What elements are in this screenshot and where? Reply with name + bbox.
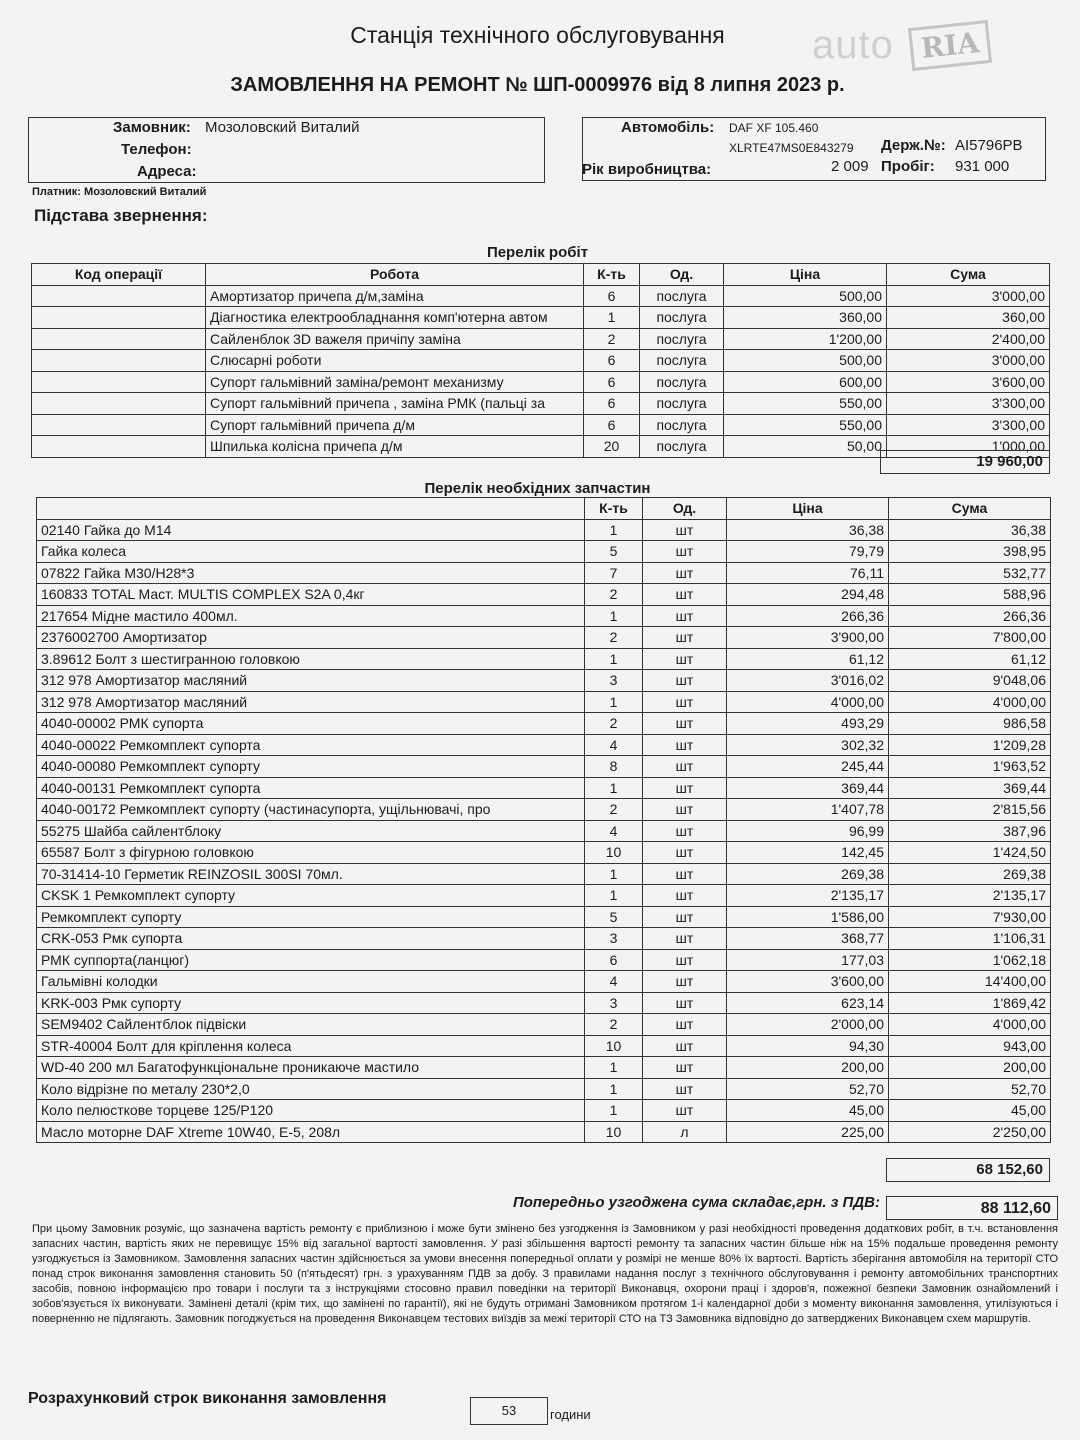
work-qty: 6 — [584, 414, 640, 436]
part-price: 269,38 — [727, 863, 889, 885]
work-qty: 6 — [584, 350, 640, 372]
part-price: 1'586,00 — [727, 906, 889, 928]
work-name: Супорт гальмівний причепа , заміна РМК (пальці за — [206, 393, 584, 415]
part-qty: 3 — [585, 928, 643, 950]
part-sum: 943,00 — [889, 1035, 1051, 1057]
part-sum: 588,96 — [889, 584, 1051, 606]
work-code — [32, 307, 206, 329]
part-sum: 1'209,28 — [889, 734, 1051, 756]
part-name: KRK-003 Рмк супорту — [37, 992, 585, 1014]
work-name: Сайленблок 3D важеля причіпу заміна — [206, 328, 584, 350]
part-price: 76,11 — [727, 562, 889, 584]
part-unit: шт — [643, 863, 727, 885]
part-unit: шт — [643, 756, 727, 778]
parts-row — [37, 756, 1051, 778]
works-header-row — [32, 264, 1050, 286]
part-sum: 1'106,31 — [889, 928, 1051, 950]
part-price: 96,99 — [727, 820, 889, 842]
part-qty: 2 — [585, 584, 643, 606]
grand-total-value: 88 112,60 — [886, 1196, 1058, 1220]
work-qty: 6 — [584, 393, 640, 415]
part-qty: 2 — [585, 1014, 643, 1036]
parts-row — [37, 541, 1051, 563]
work-sum: 1'000,00 — [887, 436, 1050, 458]
customer-box — [28, 117, 545, 183]
vin-value: XLRTE47MS0E843279 — [729, 141, 854, 155]
deadline-hours: 53 — [470, 1397, 548, 1425]
part-qty: 1 — [585, 1057, 643, 1079]
work-unit: послуга — [640, 285, 724, 307]
part-qty: 2 — [585, 627, 643, 649]
part-name: 4040-00002 РМК супорта — [37, 713, 585, 735]
work-sum: 360,00 — [887, 307, 1050, 329]
part-name: 3.89612 Болт з шестигранною головкою — [37, 648, 585, 670]
part-qty: 6 — [585, 949, 643, 971]
work-unit: послуга — [640, 414, 724, 436]
part-sum: 4'000,00 — [889, 1014, 1051, 1036]
car-value: DAF XF 105.460 — [729, 121, 819, 135]
part-qty: 4 — [585, 734, 643, 756]
part-qty: 1 — [585, 605, 643, 627]
part-sum: 7'930,00 — [889, 906, 1051, 928]
work-code — [32, 414, 206, 436]
work-code — [32, 328, 206, 350]
part-sum: 266,36 — [889, 605, 1051, 627]
part-price: 294,48 — [727, 584, 889, 606]
part-qty: 4 — [585, 971, 643, 993]
work-price: 50,00 — [724, 436, 887, 458]
works-row — [32, 285, 1050, 307]
part-sum: 61,12 — [889, 648, 1051, 670]
part-qty: 1 — [585, 691, 643, 713]
work-unit: послуга — [640, 393, 724, 415]
part-qty: 5 — [585, 541, 643, 563]
work-unit: послуга — [640, 307, 724, 329]
part-name: 65587 Болт з фігурною головкою — [37, 842, 585, 864]
parts-row — [37, 863, 1051, 885]
part-sum: 2'250,00 — [889, 1121, 1051, 1143]
col-header-sum: Сума — [887, 264, 1050, 286]
part-unit: шт — [643, 605, 727, 627]
part-qty: 1 — [585, 863, 643, 885]
part-sum: 1'869,42 — [889, 992, 1051, 1014]
parts-table — [36, 497, 1051, 1143]
parts-row — [37, 906, 1051, 928]
parts-row — [37, 885, 1051, 907]
parts-row — [37, 1057, 1051, 1079]
works-table — [31, 263, 1050, 458]
part-qty: 1 — [585, 519, 643, 541]
part-name: Коло відрізне по металу 230*2,0 — [37, 1078, 585, 1100]
work-code — [32, 350, 206, 372]
part-qty: 8 — [585, 756, 643, 778]
part-name: Гайка колеса — [37, 541, 585, 563]
part-name: 4040-00172 Ремкомплект супорту (частинасупорта, ущільнювачі, про — [37, 799, 585, 821]
part-name: 55275 Шайба сайлентблоку — [37, 820, 585, 842]
part-sum: 1'424,50 — [889, 842, 1051, 864]
works-row — [32, 328, 1050, 350]
part-qty: 4 — [585, 820, 643, 842]
part-price: 3'600,00 — [727, 971, 889, 993]
part-qty: 3 — [585, 670, 643, 692]
part-price: 302,32 — [727, 734, 889, 756]
watermark-text-auto: auto — [812, 22, 894, 67]
parts-title: Перелік необхідних запчастин — [424, 480, 651, 497]
work-qty: 1 — [584, 307, 640, 329]
part-name: 2376002700 Амортизатор — [37, 627, 585, 649]
part-qty: 1 — [585, 885, 643, 907]
deadline-label: Розрахунковий строк виконання замовлення — [28, 1390, 387, 1407]
parts-row — [37, 971, 1051, 993]
part-price: 177,03 — [727, 949, 889, 971]
part-unit: шт — [643, 1014, 727, 1036]
parts-row — [37, 627, 1051, 649]
parts-row — [37, 1035, 1051, 1057]
parts-row — [37, 992, 1051, 1014]
part-sum: 1'062,18 — [889, 949, 1051, 971]
work-price: 600,00 — [724, 371, 887, 393]
part-unit: шт — [643, 777, 727, 799]
part-sum: 7'800,00 — [889, 627, 1051, 649]
part-name: 312 978 Амортизатор масляний — [37, 670, 585, 692]
part-unit: шт — [643, 627, 727, 649]
part-qty: 3 — [585, 992, 643, 1014]
part-unit: шт — [643, 1100, 727, 1122]
part-qty: 2 — [585, 799, 643, 821]
part-unit: шт — [643, 799, 727, 821]
parts-row — [37, 1121, 1051, 1143]
part-name: Масло моторне DAF Xtreme 10W40, E-5, 208л — [37, 1121, 585, 1143]
parts-row — [37, 713, 1051, 735]
part-price: 493,29 — [727, 713, 889, 735]
part-name: 217654 Мідне мастило 400мл. — [37, 605, 585, 627]
part-unit: шт — [643, 992, 727, 1014]
part-price: 45,00 — [727, 1100, 889, 1122]
part-qty: 1 — [585, 648, 643, 670]
work-name: Амортизатор причепа д/м,заміна — [206, 285, 584, 307]
work-code — [32, 393, 206, 415]
part-sum: 45,00 — [889, 1100, 1051, 1122]
part-sum: 269,38 — [889, 863, 1051, 885]
part-unit: шт — [643, 691, 727, 713]
part-price: 200,00 — [727, 1057, 889, 1079]
work-price: 550,00 — [724, 393, 887, 415]
grand-total-label: Попередньо узгоджена сума складає,грн. з ПДВ: — [512, 1194, 880, 1211]
work-code — [32, 285, 206, 307]
work-sum: 3'300,00 — [887, 393, 1050, 415]
col-header-qty: К-ть — [585, 498, 643, 520]
part-price: 79,79 — [727, 541, 889, 563]
col-header-work: Робота — [206, 264, 584, 286]
part-sum: 398,95 — [889, 541, 1051, 563]
parts-row — [37, 584, 1051, 606]
work-name: Супорт гальмівний причепа д/м — [206, 414, 584, 436]
station-title: Станція технічного обслуговування — [350, 22, 725, 48]
work-sum: 3'300,00 — [887, 414, 1050, 436]
works-title: Перелік робіт — [486, 244, 589, 261]
customer-label: Замовник: — [113, 119, 191, 136]
part-price: 623,14 — [727, 992, 889, 1014]
part-price: 4'000,00 — [727, 691, 889, 713]
parts-row — [37, 1100, 1051, 1122]
parts-row — [37, 949, 1051, 971]
parts-row — [37, 519, 1051, 541]
basis-label: Підстава звернення: — [34, 206, 208, 225]
parts-row — [37, 820, 1051, 842]
work-price: 500,00 — [724, 350, 887, 372]
work-qty: 6 — [584, 285, 640, 307]
work-price: 550,00 — [724, 414, 887, 436]
part-unit: шт — [643, 949, 727, 971]
work-qty: 2 — [584, 328, 640, 350]
part-price: 2'000,00 — [727, 1014, 889, 1036]
parts-row — [37, 562, 1051, 584]
part-price: 142,45 — [727, 842, 889, 864]
work-price: 360,00 — [724, 307, 887, 329]
part-sum: 986,58 — [889, 713, 1051, 735]
part-name: SEM9402 Сайлентблок підвіски — [37, 1014, 585, 1036]
customer-value: Мозоловский Виталий — [205, 119, 360, 136]
works-row — [32, 350, 1050, 372]
col-header-price: Ціна — [727, 498, 889, 520]
part-name: 07822 Гайка М30/Н28*3 — [37, 562, 585, 584]
parts-total: 68 152,60 — [886, 1158, 1050, 1182]
part-qty: 10 — [585, 1035, 643, 1057]
part-sum: 2'815,56 — [889, 799, 1051, 821]
col-header-part — [37, 498, 585, 520]
part-name: 02140 Гайка до М14 — [37, 519, 585, 541]
part-qty: 7 — [585, 562, 643, 584]
col-header-price: Ціна — [724, 264, 887, 286]
part-sum: 4'000,00 — [889, 691, 1051, 713]
part-qty: 1 — [585, 1100, 643, 1122]
part-price: 3'016,02 — [727, 670, 889, 692]
works-total: 19 960,00 — [880, 450, 1050, 474]
parts-row — [37, 928, 1051, 950]
works-row — [32, 393, 1050, 415]
part-price: 61,12 — [727, 648, 889, 670]
works-row — [32, 371, 1050, 393]
part-unit: шт — [643, 541, 727, 563]
part-unit: шт — [643, 842, 727, 864]
part-sum: 2'135,17 — [889, 885, 1051, 907]
part-sum: 532,77 — [889, 562, 1051, 584]
part-name: Гальмівні колодки — [37, 971, 585, 993]
part-sum: 200,00 — [889, 1057, 1051, 1079]
parts-row — [37, 648, 1051, 670]
mileage-label: Пробіг: — [881, 158, 935, 175]
parts-row — [37, 734, 1051, 756]
part-unit: шт — [643, 971, 727, 993]
part-name: 4040-00022 Ремкомплект супорта — [37, 734, 585, 756]
payer-line: Платник: Мозоловский Виталий — [32, 186, 207, 198]
part-sum: 52,70 — [889, 1078, 1051, 1100]
part-unit: шт — [643, 734, 727, 756]
part-qty: 2 — [585, 713, 643, 735]
part-sum: 387,96 — [889, 820, 1051, 842]
address-label: Адреса: — [137, 163, 197, 180]
part-price: 52,70 — [727, 1078, 889, 1100]
col-header-code: Код операції — [32, 264, 206, 286]
deadline-unit: години — [550, 1407, 591, 1422]
part-qty: 1 — [585, 777, 643, 799]
part-name: РМК суппорта(ланцюг) — [37, 949, 585, 971]
work-sum: 3'600,00 — [887, 371, 1050, 393]
part-unit: шт — [643, 1078, 727, 1100]
part-unit: шт — [643, 1057, 727, 1079]
work-code — [32, 436, 206, 458]
col-header-sum: Сума — [889, 498, 1051, 520]
works-row — [32, 414, 1050, 436]
parts-header-row — [37, 498, 1051, 520]
part-unit: шт — [643, 906, 727, 928]
plate-value: AI5796PB — [955, 137, 1023, 154]
part-unit: шт — [643, 928, 727, 950]
terms-text: При цьому Замовник розуміє, що зазначена вартість ремонту є приблизною і може бути змінено без узгодження із Замовником у разі необхідності проведення додаткових робіт, в т.ч. встановлення запасних частин, вартість яких не перевищує 15% від загальної вартості замовлення. У разі збільшення вартості ремонту та запасних частин більше ніж на 15% подальше проведення ремонту узгоджується із Замовником. Замовлення запасних частин здійснюється за умови внесення попередньої оплати у розмірі не менше 80% їх вартості. Вартість зберігання автомобіля на території СТО понад строк виконання замовлення становить 50 (п'ятьдесят) грн. з урахуванням ПДВ за добу. З правилами надання послуг з технічного обслуговування і ремонту автомобільних транспортних засобів, повною інформацією про товари і послуги та з інструкціями стосовно правил поведінки на території Виконавця, охорони праці і здоров'я, пожежної безпеки Замовник ознайомлений і зобов'язується їх виконувати. Замінені деталі (крім тих, що замінені по гарантії), які не будуть отримані Замовником протягом 1-і календарної доби з моменту виконання замовлення, утилізуються і поверненню не підлягають. Замовник погоджується на проведення Виконавцем тестових виїздів за межі території СТО на ТЗ Замовника відповідно до затверджених Виконавцем схем маршрутів. — [32, 1223, 1058, 1325]
parts-row — [37, 799, 1051, 821]
part-name: 4040-00080 Ремкомплект супорту — [37, 756, 585, 778]
part-name: WD-40 200 мл Багатофункціональне проникаюче мастило — [37, 1057, 585, 1079]
part-name: CKSK 1 Ремкомплект супорту — [37, 885, 585, 907]
work-name: Супорт гальмівний заміна/ремонт механизму — [206, 371, 584, 393]
part-name: 4040-00131 Ремкомплект супорта — [37, 777, 585, 799]
work-sum: 3'000,00 — [887, 350, 1050, 372]
work-price: 500,00 — [724, 285, 887, 307]
work-qty: 6 — [584, 371, 640, 393]
part-sum: 14'400,00 — [889, 971, 1051, 993]
parts-row — [37, 1014, 1051, 1036]
part-qty: 1 — [585, 1078, 643, 1100]
part-sum: 36,38 — [889, 519, 1051, 541]
part-sum: 1'963,52 — [889, 756, 1051, 778]
part-unit: шт — [643, 584, 727, 606]
part-qty: 5 — [585, 906, 643, 928]
part-sum: 9'048,06 — [889, 670, 1051, 692]
part-name: Ремкомплект супорту — [37, 906, 585, 928]
part-unit: шт — [643, 1035, 727, 1057]
work-sum: 2'400,00 — [887, 328, 1050, 350]
mileage-value: 931 000 — [955, 158, 1010, 175]
part-unit: шт — [643, 562, 727, 584]
vehicle-box — [582, 117, 1046, 181]
col-header-unit: Од. — [640, 264, 724, 286]
work-unit: послуга — [640, 371, 724, 393]
work-unit: послуга — [640, 328, 724, 350]
part-price: 369,44 — [727, 777, 889, 799]
part-price: 1'407,78 — [727, 799, 889, 821]
work-code — [32, 371, 206, 393]
part-price: 225,00 — [727, 1121, 889, 1143]
part-price: 368,77 — [727, 928, 889, 950]
order-title: ЗАМОВЛЕННЯ НА РЕМОНТ № ШП-0009976 від 8 липня 2023 р. — [230, 74, 845, 96]
part-unit: шт — [643, 648, 727, 670]
col-header-qty: К-ть — [584, 264, 640, 286]
parts-row — [37, 605, 1051, 627]
part-price: 36,38 — [727, 519, 889, 541]
parts-row — [37, 842, 1051, 864]
parts-row — [37, 670, 1051, 692]
part-price: 94,30 — [727, 1035, 889, 1057]
part-price: 3'900,00 — [727, 627, 889, 649]
part-name: 70-31414-10 Герметик REINZOSIL 300SI 70мл. — [37, 863, 585, 885]
part-name: CRK-053 Рмк супорта — [37, 928, 585, 950]
work-price: 1'200,00 — [724, 328, 887, 350]
part-name: 160833 TOTAL Маст. MULTIS COMPLEX S2A 0,4кг — [37, 584, 585, 606]
work-name: Діагностика електрообладнання комп'ютерна автом — [206, 307, 584, 329]
parts-row — [37, 777, 1051, 799]
work-unit: послуга — [640, 350, 724, 372]
part-sum: 369,44 — [889, 777, 1051, 799]
part-unit: шт — [643, 519, 727, 541]
col-header-unit: Од. — [643, 498, 727, 520]
part-unit: шт — [643, 713, 727, 735]
part-price: 266,36 — [727, 605, 889, 627]
part-qty: 10 — [585, 842, 643, 864]
part-unit: л — [643, 1121, 727, 1143]
part-qty: 10 — [585, 1121, 643, 1143]
works-row — [32, 307, 1050, 329]
work-qty: 20 — [584, 436, 640, 458]
work-unit: послуга — [640, 436, 724, 458]
watermark-text-ria: RIA — [908, 19, 992, 70]
plate-label: Держ.№: — [881, 137, 946, 154]
part-unit: шт — [643, 670, 727, 692]
work-name: Слюсарні роботи — [206, 350, 584, 372]
part-name: Коло пелюсткове торцеве 125/Р120 — [37, 1100, 585, 1122]
parts-row — [37, 691, 1051, 713]
car-label: Автомобіль: — [621, 119, 715, 136]
work-name: Шпилька колісна причепа д/м — [206, 436, 584, 458]
part-price: 2'135,17 — [727, 885, 889, 907]
parts-row — [37, 1078, 1051, 1100]
year-value: 2 009 — [831, 158, 869, 175]
work-sum: 3'000,00 — [887, 285, 1050, 307]
part-name: STR-40004 Болт для кріплення колеса — [37, 1035, 585, 1057]
part-name: 312 978 Амортизатор масляний — [37, 691, 585, 713]
year-label: Рік виробництва: — [582, 161, 712, 178]
phone-label: Телефон: — [121, 141, 192, 158]
part-price: 245,44 — [727, 756, 889, 778]
part-unit: шт — [643, 885, 727, 907]
part-unit: шт — [643, 820, 727, 842]
